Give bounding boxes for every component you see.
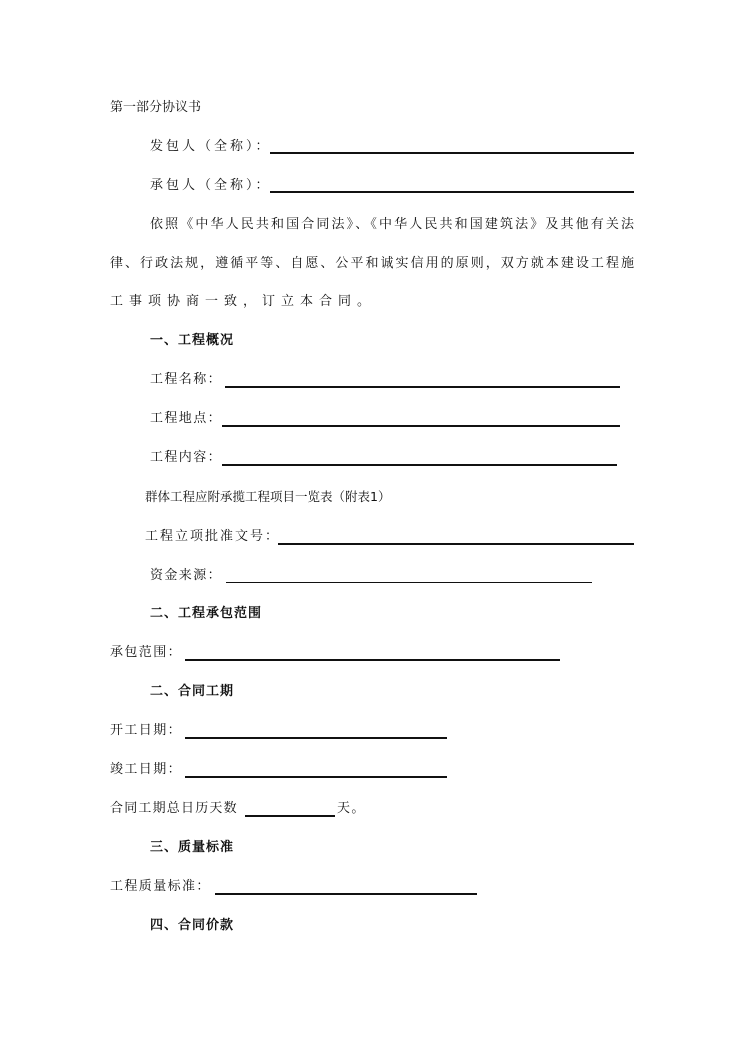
start-date-field[interactable]: [185, 737, 447, 739]
intro-line-2: 律、行政法规，遵循平等、自愿、公平和诚实信用的原则，双方就本建设工程施: [110, 256, 634, 271]
quality-standard-field[interactable]: [215, 893, 477, 895]
end-date-label: 竣工日期：: [110, 762, 183, 777]
funding-source-field[interactable]: [226, 582, 592, 583]
group-project-note: 群体工程应附承揽工程项目一览表（附表1）: [145, 489, 391, 504]
intro-line-1: 依照《中华人民共和国合同法》、《中华人民共和国建筑法》及其他有关法: [150, 217, 634, 232]
section-heading-scope: 二、工程承包范围: [150, 606, 263, 621]
part-title: 第一部分协议书: [110, 100, 202, 115]
total-days-field[interactable]: [245, 815, 335, 817]
approval-number-label: 工程立项批准文号：: [145, 529, 281, 544]
start-date-label: 开工日期：: [110, 723, 183, 738]
project-content-field[interactable]: [222, 464, 617, 466]
project-location-label: 工程地点：: [150, 411, 223, 426]
project-name-field[interactable]: [225, 386, 620, 388]
scope-field[interactable]: [185, 659, 560, 661]
contractor-field[interactable]: [270, 191, 634, 193]
contractor-label: 承包人（全称）：: [150, 178, 272, 193]
approval-number-field[interactable]: [278, 543, 634, 545]
section-heading-overview: 一、工程概况: [150, 333, 235, 348]
funding-source-label: 资金来源：: [150, 568, 223, 583]
employer-label: 发包人（全称）：: [150, 139, 272, 154]
section-heading-duration: 二、合同工期: [150, 684, 235, 699]
section-heading-price: 四、合同价款: [150, 918, 235, 933]
section-heading-quality: 三、质量标准: [150, 840, 235, 855]
project-name-label: 工程名称：: [150, 372, 223, 387]
total-days-label: 合同工期总日历天数: [110, 801, 238, 816]
project-location-field[interactable]: [222, 425, 620, 427]
end-date-field[interactable]: [185, 776, 447, 778]
quality-standard-label: 工程质量标准：: [110, 879, 211, 894]
project-content-label: 工程内容：: [150, 450, 223, 465]
days-unit: 天。: [337, 801, 366, 816]
employer-field[interactable]: [270, 152, 634, 154]
intro-line-3: 工事项协商一致，订立本合同。: [110, 294, 377, 309]
scope-label: 承包范围：: [110, 645, 183, 660]
